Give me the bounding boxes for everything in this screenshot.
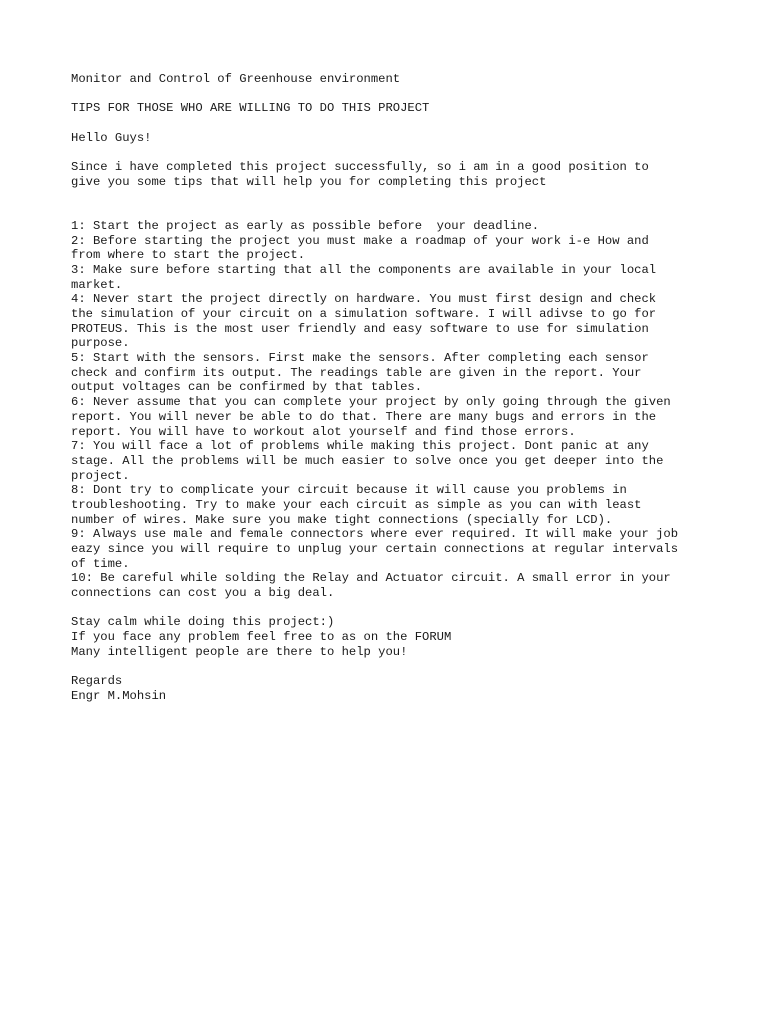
closing-line: If you face any problem feel free to as on the FORUM [71, 630, 452, 645]
document-page [71, 72, 721, 704]
tip-line: the simulation of your circuit on a simulation software. I will adivse to go for [71, 307, 657, 322]
tip-line: troubleshooting. Try to make your each circuit as simple as you can with least [71, 497, 642, 512]
tip-line: 4: Never start the project directly on hardware. You must first design and check [71, 292, 657, 307]
tip-line: report. You will have to workout alot yourself and find those errors. [71, 424, 576, 439]
tip-line: market. [71, 277, 123, 292]
tip-line: 7: You will face a lot of problems while making this project. Dont panic at any [71, 439, 649, 454]
tip-item [71, 439, 721, 483]
tip-line: 3: Make sure before starting that all the components are available in your local [71, 262, 657, 277]
tip-line: 1: Start the project as early as possible before your deadline. [71, 218, 540, 233]
intro-line: Since i have completed this project successfully, so i am in a good position to [71, 160, 649, 175]
tip-line: 5: Start with the sensors. First make the sensors. After completing each sensor [71, 351, 649, 366]
document-title: Monitor and Control of Greenhouse environment [71, 72, 401, 86]
tip-line: report. You will never be able to do that. There are many bugs and errors in the [71, 409, 657, 424]
tip-item [71, 395, 721, 439]
tip-line: 9: Always use male and female connectors where ever required. It will make your job [71, 527, 679, 542]
tip-line: output voltages can be confirmed by that tables. [71, 380, 423, 395]
tip-line: 2: Before starting the project you must make a roadmap of your work i-e How and [71, 233, 649, 248]
tip-line: 8: Dont try to complicate your circuit because it will cause you problems in [71, 483, 627, 498]
tip-line: connections can cost you a big deal. [71, 586, 335, 601]
tip-line: project. [71, 468, 130, 483]
closing-line: Stay calm while doing this project:) [71, 615, 335, 630]
tip-item [71, 527, 721, 571]
tip-item [71, 292, 721, 351]
tip-item [71, 571, 721, 600]
tips-list [71, 219, 721, 601]
greeting-line: Hello Guys! [71, 130, 152, 145]
tip-item [71, 263, 721, 292]
tip-item [71, 351, 721, 395]
tip-line: check and confirm its output. The readings table are given in the report. Your [71, 365, 642, 380]
closing-paragraph [71, 615, 721, 659]
tip-line: of time. [71, 556, 130, 571]
tip-line: from where to start the project. [71, 248, 306, 263]
tip-line: eazy since you will require to unplug your certain connections at regular intervals [71, 542, 679, 557]
tip-item [71, 234, 721, 263]
author-signature: Engr M.Mohsin [71, 688, 167, 703]
tip-line: PROTEUS. This is the most user friendly and easy software to use for simulation [71, 321, 649, 336]
tip-line: number of wires. Make sure you make tight connections (specially for LCD). [71, 512, 613, 527]
document-subtitle: TIPS FOR THOSE WHO ARE WILLING TO DO THIS PROJECT [71, 101, 430, 116]
tip-line: stage. All the problems will be much easier to solve once you get deeper into the [71, 453, 664, 468]
tip-item [71, 483, 721, 527]
tip-line: purpose. [71, 336, 130, 351]
intro-paragraph [71, 160, 721, 189]
closing-line: Many intelligent people are there to help you! [71, 644, 408, 659]
regards-line: Regards [71, 674, 123, 689]
tip-line: 10: Be careful while solding the Relay and Actuator circuit. A small error in your [71, 571, 671, 586]
tip-item [71, 219, 721, 234]
intro-line: give you some tips that will help you for completing this project [71, 174, 547, 189]
tip-line: 6: Never assume that you can complete your project by only going through the given [71, 395, 671, 410]
